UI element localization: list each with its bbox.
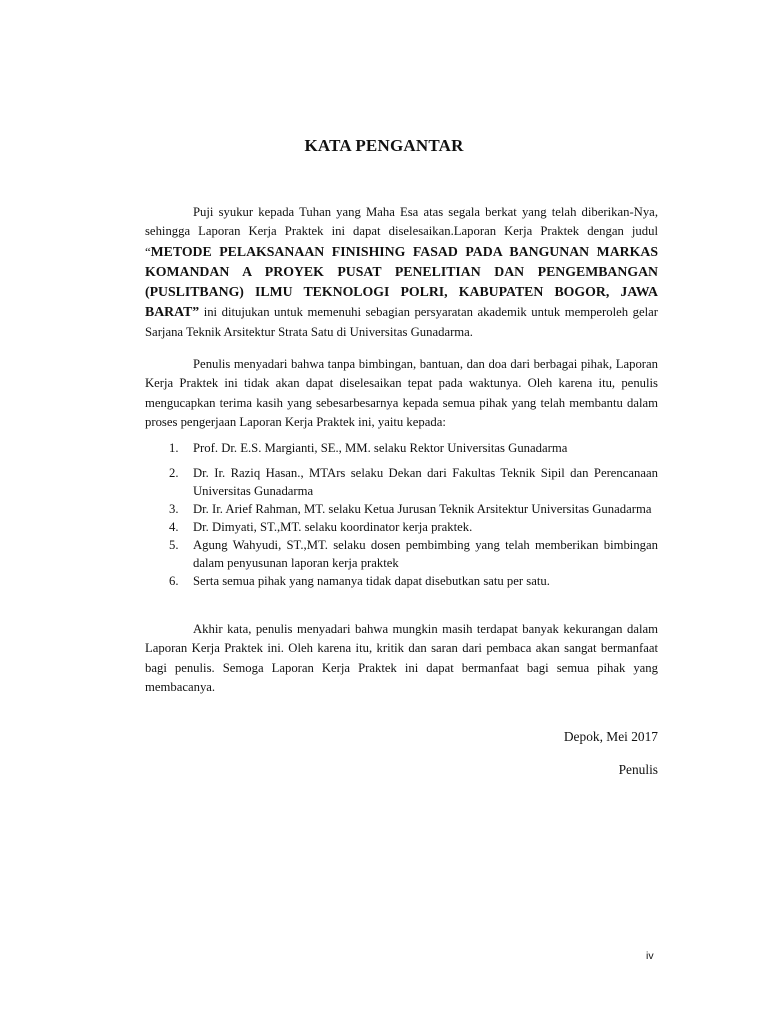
paragraph-closing — [145, 620, 658, 697]
list-item-text: Agung Wahyudi, ST.,MT. selaku dosen pembimbing yang telah memberikan bimbingan dalam penyusunan laporan kerja praktek — [193, 538, 658, 570]
list-item — [145, 500, 658, 518]
list-item — [145, 464, 658, 500]
list-item-number: 3. — [169, 502, 179, 516]
list-item — [145, 439, 658, 457]
page-title: KATA PENGANTAR — [304, 136, 464, 155]
paragraph-acknowledgement — [145, 355, 658, 432]
paragraph-intro-before: Puji syukur kepada Tuhan yang Maha Esa atas segala berkat yang telah diberikan-Nya, sehingga Laporan Kerja Praktek ini dapat diselesaikan.Laporan Kerja Praktek dengan judul “ — [145, 205, 658, 259]
list-item-number: 5. — [169, 538, 179, 552]
list-item — [145, 536, 658, 572]
list-item — [145, 572, 658, 590]
list-item-text: Dr. Dimyati, ST.,MT. selaku koordinator kerja praktek. — [193, 520, 473, 534]
list-item-number: 2. — [169, 466, 179, 480]
list-item-text: Dr. Ir. Raziq Hasan., MTArs selaku Dekan dari Fakultas Teknik Sipil dan Perencanaan Universitas Gunadarma — [193, 466, 658, 498]
list-item — [145, 518, 658, 536]
list-item-number: 6. — [169, 574, 179, 588]
paragraph-acknowledgement-text: Penulis menyadari bahwa tanpa bimbingan, bantuan, dan doa dari berbagai pihak, Laporan Kerja Praktek ini tidak akan dapat diselesaikan tepat pada waktunya. Oleh karena itu, penulis mengucapkan terima kasih yang sebesarbesarnya kepada semua pihak yang telah membantu dalam proses pengerjaan Laporan Kerja Praktek ini, yaitu kepada: — [145, 357, 658, 429]
list-item-text: Dr. Ir. Arief Rahman, MT. selaku Ketua Jurusan Teknik Arsitektur Universitas Gunadarma — [193, 502, 652, 516]
signature-place-date: Depok, Mei 2017 — [563, 729, 658, 744]
thanks-list — [145, 439, 658, 590]
list-item-text: Prof. Dr. E.S. Margianti, SE., MM. selaku Rektor Universitas Gunadarma — [193, 441, 568, 455]
page-number: iv — [646, 950, 654, 962]
paragraph-closing-text: Akhir kata, penulis menyadari bahwa mungkin masih terdapat banyak kekurangan dalam Laporan Kerja Praktek ini. Oleh karena itu, kritik dan saran dari pembaca akan sangat bermanfaat bagi penulis. Semoga Laporan Kerja Praktek ini dapat bermanfaat bagi semua pihak yang membacanya. — [145, 622, 658, 694]
list-item-number: 4. — [169, 520, 179, 534]
signature-author: Penulis — [618, 762, 658, 777]
paragraph-intro — [145, 203, 658, 342]
paragraph-intro-after: ini ditujukan untuk memenuhi sebagian persyaratan akademik untuk memperoleh gelar Sarjana Teknik Arsitektur Strata Satu di Universitas Gunadarma. — [145, 305, 658, 339]
report-title: METODE PELAKSANAAN FINISHING FASAD PADA BANGUNAN MARKAS KOMANDAN A PROYEK PUSAT PENELITIAN DAN PENGEMBANGAN (PUSLITBANG) ILMU TEKNOLOGI POLRI, KABUPATEN BOGOR, JAWA BARAT” — [145, 243, 658, 320]
list-item-number: 1. — [169, 441, 179, 455]
list-item-text: Serta semua pihak yang namanya tidak dapat disebutkan satu per satu. — [193, 574, 550, 588]
